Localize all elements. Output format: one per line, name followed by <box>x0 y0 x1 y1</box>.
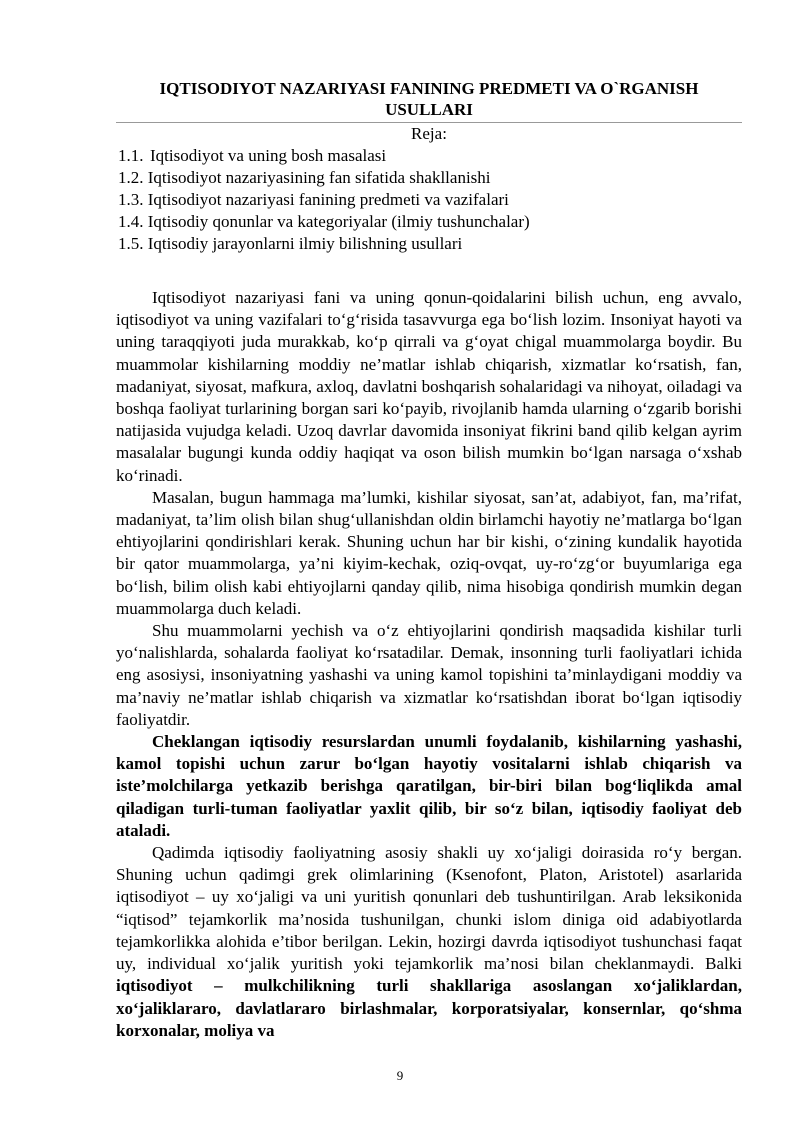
toc-item <box>118 211 742 233</box>
paragraph-definition: Cheklangan iqtisodiy resurslardan unumli foydalanib, kishilarning yashashi, kamol topishi uchun zarur bo‘lgan hayotiy vositalarni ishlab chiqarish va iste’molchilarga yetkazib berishga qaratilgan, bir-biri bilan bog‘liqlikda amal qiladigan turli-tuman faoliyatlar yaxlit qilib, bir so‘z bilan, iqtisodiy faoliyat deb ataladi. <box>116 732 742 840</box>
paragraph-1: Iqtisodiyot nazariyasi fani va uning qonun-qoidalarini bilish uchun, eng avvalo, iqtisodiyot va uning vazifalari to‘g‘risida tasavvurga ega bo‘lish lozim. Insoniyat hayoti va uning taraqqiyoti juda murakkab, ko‘p qirrali va g‘oyat chigal muammolarga boydir. Bu muammolar kishilarning moddiy ne’matlar ishlab chiqarish, xizmatlar ko‘rsatish, fan, madaniyat, siyosat, mafkura, axloq, davlatni boshqarish sohalaridagi va nihoyat, oiladagi va boshqa faoliyat turlarining borgan sari ko‘payib, rivojlanib hamda ularning o‘zgarib borishi natijasida vujudga keladi. Uzoq davrlar davomida insoniyat fikrini band qilib kelgan ayrim masalalar bugungi kunda oddiy haqiqat va oson bilish mumkin bo‘lgan narsaga o‘xshab ko‘rinadi. <box>116 288 742 485</box>
toc-item-number: 1.2. <box>118 168 144 187</box>
paragraph-5-bold-text: iqtisodiyot – mulkchilikning turli shakllariga asoslangan xo‘jaliklardan, xo‘jaliklararo, davlatlararo birlashmalar, korporatsiyalar, konsernlar, qo‘shma korxonalar, moliya va <box>116 976 742 1040</box>
paragraph-5-text: Qadimda iqtisodiy faoliyatning asosiy shakli uy xo‘jaligi doirasida ro‘y bergan. Shuning uchun qadimgi grek olimlarining (Ksenofont, Platon, Aristotel) asarlarida iqtisodiyot – uy xo‘jaligi va uni yuritish qonunlari deb tushuntirilgan. Arab leksikonida “iqtisod” tejamkorlik ma’nosida tushunilgan, chunki islom diniga oid adabiyotlarda tejamkorlikka alohida e’tibor berilgan. Lekin, hozirgi davrda iqtisodiyot tushunchasi faqat uy, individual xo‘jalik yuritish yoki tejamkorlik ma’nosi bilan cheklanmaydi. Balki <box>116 843 742 974</box>
toc-item-text: Iqtisodiyot va uning bosh masalasi <box>150 146 387 165</box>
paragraph-3: Shu muammolarni yechish va o‘z ehtiyojlarini qondirish maqsadida kishilar turli yo‘nalishlarda, sohalarda faoliyat ko‘rsatadilar. Demak, insonning turli faoliyatlari ichida eng asosiysi, insoniyatning yashashi va uning kamol topishini ta’minlaydigani moddiy va ma’naviy ne’matlar ishlab chiqarish va xizmatlar ko‘rsatishdan iborat bo‘lgan iqtisodiy faoliyatdir. <box>116 621 742 729</box>
toc-item <box>118 189 742 211</box>
paragraph-5 <box>116 842 742 1042</box>
document-title: IQTISODIYOT NAZARIYASI FANINING PREDMETI VA O`RGANISH USULLARI <box>159 79 699 119</box>
paragraph-2: Masalan, bugun hammaga ma’lumki, kishilar siyosat, san’at, adabiyot, fan, ma’rifat, madaniyat, ta’lim olish bilan shug‘ullanishdan oldin birlamchi hayotiy ne’matlarga bo‘lgan ehtiyojlarini qondirishlari kerak. Shuning uchun har bir kishi, o‘zining kundalik hayotida bir qator muammolarga, ya’ni kiyim-kechak, oziq-ovqat, uy-ro‘zg‘or buyumlariga ega bo‘lish, bilim olish kabi ehtiyojlarni qanday qilib, nima hisobiga qondirish mumkin degan muammolarga duch keladi. <box>116 487 742 618</box>
table-of-contents <box>118 145 742 255</box>
document-body <box>116 287 742 1042</box>
toc-item <box>118 233 742 255</box>
toc-item-text: Iqtisodiy qonunlar va kategoriyalar (ilmiy tushunchalar) <box>147 212 530 231</box>
page-number: 9 <box>396 1068 404 1083</box>
plan-label: Reja: <box>411 124 447 143</box>
toc-item-number: 1.1. <box>118 146 144 165</box>
toc-item-text: Iqtisodiyot nazariyasining fan sifatida shakllanishi <box>147 168 491 187</box>
toc-item-text: Iqtisodiy jarayonlarni ilmiy bilishning usullari <box>147 234 463 253</box>
toc-item-number: 1.5. <box>118 234 144 253</box>
toc-item-text: Iqtisodiyot nazariyasi fanining predmeti va vazifalari <box>147 190 509 209</box>
toc-item <box>118 167 742 189</box>
toc-item <box>118 145 742 167</box>
document-page <box>116 78 742 1042</box>
toc-item-number: 1.3. <box>118 190 144 209</box>
toc-item-number: 1.4. <box>118 212 144 231</box>
